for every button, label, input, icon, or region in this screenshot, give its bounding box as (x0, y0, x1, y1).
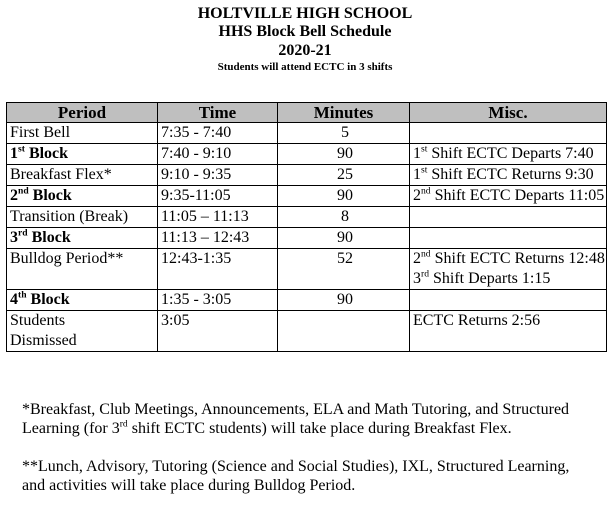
table-row (7, 290, 607, 311)
misc-cell: 2nd Shift ECTC Returns 12:48 3rd Shift Departs 1:15 (410, 249, 607, 290)
time-cell: 9:10 - 9:35 (158, 165, 278, 186)
misc-cell (410, 290, 607, 311)
document-header (0, 4, 610, 74)
period-cell: 2nd Block (7, 186, 158, 207)
school-year: 2020-21 (278, 42, 332, 59)
period-cell: First Bell (7, 123, 158, 144)
period-cell: Transition (Break) (7, 207, 158, 228)
note-breakfast-flex: *Breakfast, Club Meetings, Announcements, ELA and Math Tutoring, and Structured Learning (for 3rd shift ECTC students) will take place during Breakfast Flex. (22, 401, 570, 437)
misc-cell (410, 123, 607, 144)
header-period: Period (7, 103, 158, 123)
bell-schedule-table (6, 102, 607, 352)
period-cell: 3rd Block (7, 228, 158, 249)
period-cell: Bulldog Period** (7, 249, 158, 290)
minutes-cell: 90 (278, 290, 410, 311)
period-cell: Breakfast Flex* (7, 165, 158, 186)
header-time: Time (158, 103, 278, 123)
table-row (7, 165, 607, 186)
period-cell: 1st Block (7, 144, 158, 165)
table-row (7, 207, 607, 228)
period-cell: Students Dismissed (7, 311, 158, 352)
minutes-cell: 90 (278, 144, 410, 165)
note-bulldog-period: **Lunch, Advisory, Tutoring (Science and Social Studies), IXL, Structured Learning, and activities will take place during Bulldog Period. (22, 458, 570, 494)
footnotes (22, 400, 592, 514)
time-cell: 12:43-1:35 (158, 249, 278, 290)
time-cell: 11:13 – 12:43 (158, 228, 278, 249)
minutes-cell: 90 (278, 228, 410, 249)
time-cell: 7:35 - 7:40 (158, 123, 278, 144)
minutes-cell: 25 (278, 165, 410, 186)
minutes-cell: 8 (278, 207, 410, 228)
header-misc: Misc. (410, 103, 607, 123)
time-cell: 3:05 (158, 311, 278, 352)
schedule-title: HHS Block Bell Schedule (218, 23, 392, 40)
misc-cell: 1st Shift ECTC Returns 9:30 (410, 165, 607, 186)
school-name: HOLTVILLE HIGH SCHOOL (197, 5, 413, 22)
minutes-cell: 5 (278, 123, 410, 144)
misc-cell: 2nd Shift ECTC Departs 11:05 (410, 186, 607, 207)
misc-cell: 1st Shift ECTC Departs 7:40 (410, 144, 607, 165)
table-row (7, 249, 607, 290)
period-cell: 4th Block (7, 290, 158, 311)
time-cell: 1:35 - 3:05 (158, 290, 278, 311)
table-row (7, 144, 607, 165)
table-row (7, 228, 607, 249)
misc-cell: ECTC Returns 2:56 (410, 311, 607, 352)
time-cell: 7:40 - 9:10 (158, 144, 278, 165)
time-cell: 11:05 – 11:13 (158, 207, 278, 228)
time-cell: 9:35-11:05 (158, 186, 278, 207)
misc-cell (410, 228, 607, 249)
minutes-cell (278, 311, 410, 352)
header-minutes: Minutes (278, 103, 410, 123)
subtitle: Students will attend ECTC in 3 shifts (217, 61, 393, 73)
table-row (7, 186, 607, 207)
minutes-cell: 52 (278, 249, 410, 290)
minutes-cell: 90 (278, 186, 410, 207)
table-row (7, 311, 607, 352)
table-header-row (7, 103, 607, 123)
table-row (7, 123, 607, 144)
misc-cell (410, 207, 607, 228)
